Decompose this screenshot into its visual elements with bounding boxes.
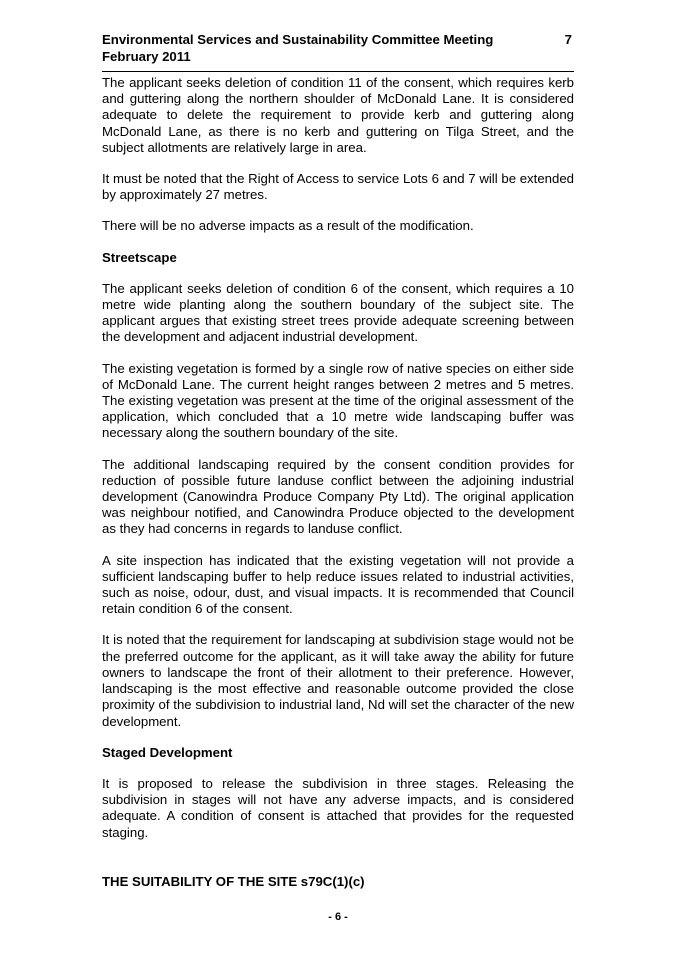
paragraph: The additional landscaping required by the consent condition provides for reduction of possible future landuse conflict between the adjoining industrial development (Canowindra Produce Company Pty Ltd). The original application was neighbour notified, and Canowindra Produce objected to the development as they had concerns in regards to landuse conflict.: [102, 456, 574, 537]
document-body: [102, 75, 574, 890]
paragraph: There will be no adverse impacts as a result of the modification.: [102, 218, 474, 234]
header-page-number: 7: [564, 32, 572, 47]
page-header: [102, 31, 574, 72]
paragraph: It is proposed to release the subdivision in three stages. Releasing the subdivision in stages will not have any adverse impacts, and is considered adequate. A condition of consent is attached that provides for the requested staging.: [102, 775, 574, 840]
paragraph: A site inspection has indicated that the existing vegetation will not provide a sufficient landscaping buffer to help reduce issues related to industrial activities, such as noise, odour, dust, and visual impacts. It is recommended that Council retain condition 6 of the consent.: [102, 552, 574, 617]
section-heading-streetscape: Streetscape: [102, 249, 177, 265]
paragraph: The applicant seeks deletion of condition 11 of the consent, which requires kerb and guttering along the northern shoulder of McDonald Lane. It is considered adequate to delete the requirement to provide kerb and guttering along McDonald Lane, as there is no kerb and guttering on Tilga Street, and the subject allotments are relatively large in area.: [102, 75, 574, 155]
paragraph: It is noted that the requirement for landscaping at subdivision stage would not be the preferred outcome for the applicant, as it will take away the ability for future owners to landscape the front of their allotment to their preference. However, landscaping is the most effective and reasonable outcome provided the close proximity of the subdivision to industrial land, Nd will set the character of the new development.: [102, 632, 574, 729]
paragraph: The applicant seeks deletion of condition 6 of the consent, which requires a 10 metre wide planting along the southern boundary of the subject site. The applicant argues that existing street trees provide adequate screening between the development and adjacent industrial development.: [102, 280, 574, 345]
page-footer-number: - 6 -: [328, 911, 348, 923]
section-heading-staged-development: Staged Development: [102, 744, 233, 760]
paragraph: It must be noted that the Right of Access to service Lots 6 and 7 will be extended by approximately 27 metres.: [102, 171, 574, 203]
section-heading-site-suitability: THE SUITABILITY OF THE SITE s79C(1)(c): [102, 873, 365, 889]
header-title: Environmental Services and Sustainability Committee Meeting February 2011: [102, 32, 494, 64]
paragraph: The existing vegetation is formed by a single row of native species on either side of McDonald Lane. The current height ranges between 2 metres and 5 metres. The existing vegetation was present at the time of the original assessment of the application, which concluded that a 10 metre wide landscaping buffer was necessary along the southern boundary of the site.: [102, 360, 574, 441]
